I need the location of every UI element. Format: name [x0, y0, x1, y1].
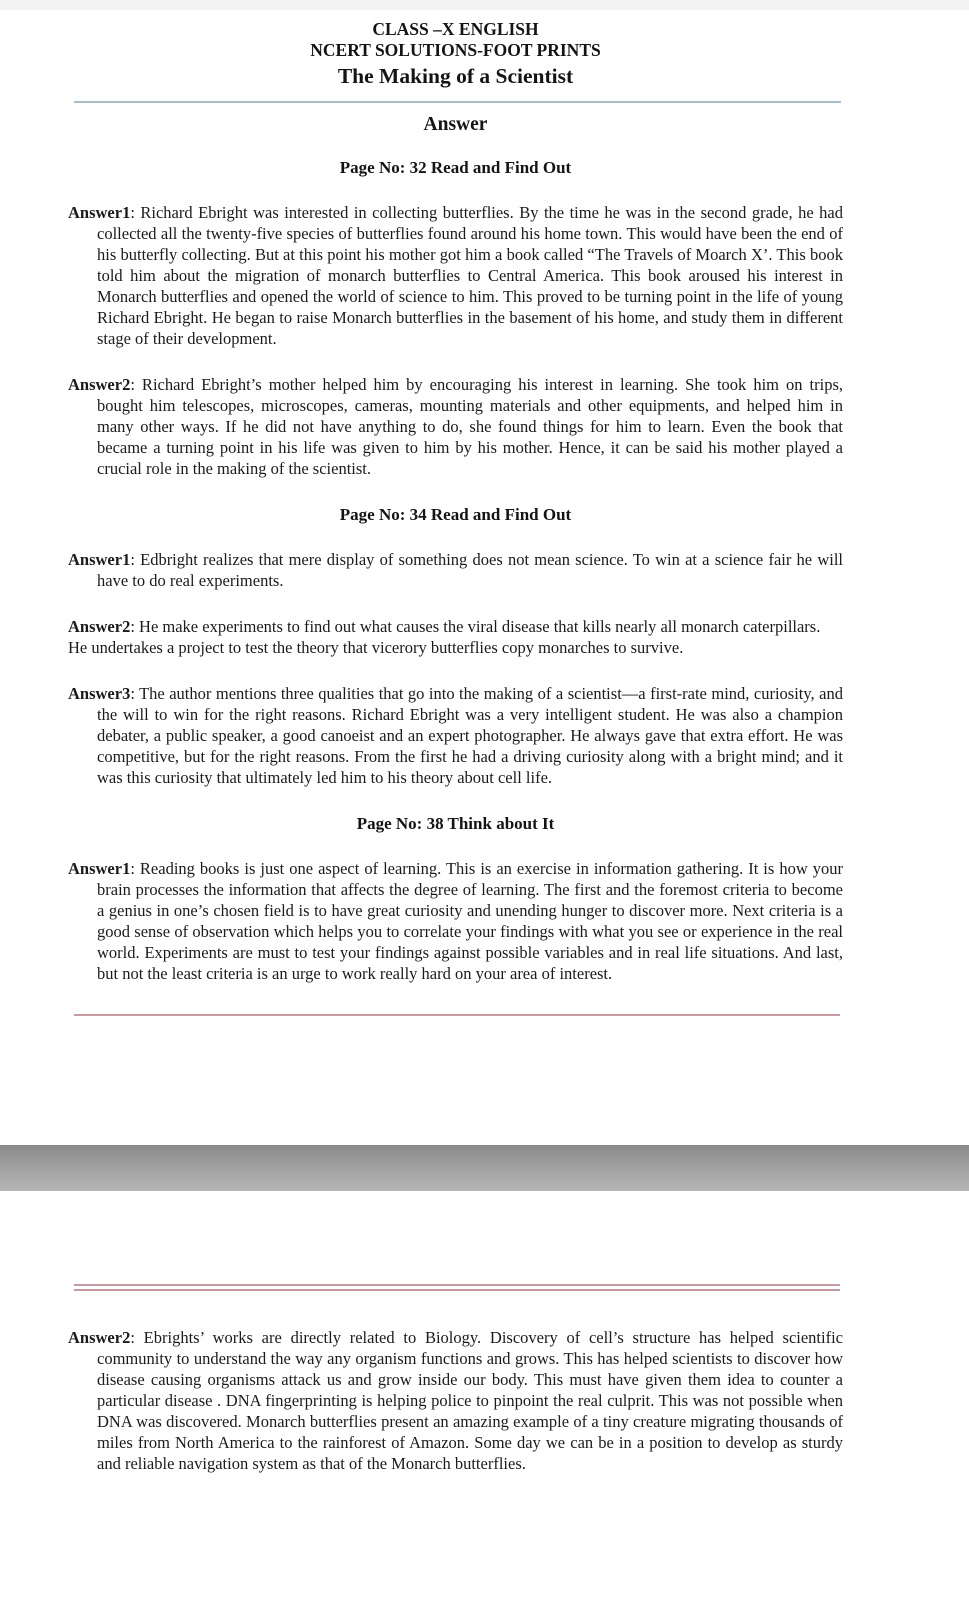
answer-paragraph: [68, 202, 843, 349]
answer-heading: Answer: [423, 114, 488, 135]
blank-gap: [0, 1191, 969, 1284]
document-page-continued: [68, 1284, 843, 1474]
blank-gap: [0, 1016, 969, 1145]
answer-paragraph: [68, 1327, 843, 1474]
answer-text: : He make experiments to find out what causes the viral disease that kills nearly all monarch caterpillars.: [130, 617, 821, 636]
section-heading-page-32: Page No: 32 Read and Find Out: [339, 158, 572, 177]
document-page: [68, 10, 843, 1016]
book-heading: NCERT SOLUTIONS-FOOT PRINTS: [310, 40, 601, 60]
section-heading-page-38: Page No: 38 Think about It: [356, 814, 555, 833]
answer-label: Answer2: [68, 617, 131, 636]
answer-label: Answer2: [68, 1328, 131, 1347]
answer-text: : Edbright realizes that mere display of something does not mean science. To win at a science fair he will have to do real experiments.: [97, 550, 843, 590]
page-top-strip: [0, 0, 969, 10]
answer-paragraph: [68, 616, 843, 637]
section-heading-page-34: Page No: 34 Read and Find Out: [339, 505, 572, 524]
footer-block: [68, 1327, 843, 1474]
answer-text: : Ebrights’ works are directly related to Biology. Discovery of cell’s structure has helped scientific community to understand the way any organism functions and grows. This has helped scientists to discover how disease causing organisms attack us and grow inside our body. This must have given them idea to counter a particular disease . DNA fingerprinting is helping police to pinpoint the real culprit. This was not possible when DNA was discovered. Monarch butterflies present an amazing example of a tiny creature migrating thousands of miles from North America to the rainforest of Amazon. Some day we can be in a position to develop as sturdy and reliable navigation system as that of the Monarch butterflies.: [97, 1328, 843, 1473]
answer-text: : The author mentions three qualities that go into the making of a scientist—a first-rate mind, curiosity, and the will to win for the right reasons. Richard Ebright was a very intelligent student. He was also a champion debater, a public speaker, a good canoeist and an expert photographer. He always gave that extra effort. He was competitive, but for the right reasons. From the first he had a driving curiosity along with a bright mind; and it was this curiosity that ultimately led him to his theory about cell life.: [97, 684, 843, 787]
answer-text: He undertakes a project to test the theory that vicerory butterflies copy monarches to survive.: [68, 638, 684, 657]
answer-label: Answer3: [68, 684, 131, 703]
answer-text: : Richard Ebright’s mother helped him by encouraging his interest in learning. She took him on trips, bought him telescopes, microscopes, cameras, mounting materials and other equipments, and helped him in many other ways. If he did not have anything to do, she found things for him to learn. Even the book that became a turning point in his life was given to him by his mother. Hence, it can be said his mother played a crucial role in the making of the scientist.: [97, 375, 843, 478]
chapter-title: The Making of a Scientist: [337, 64, 574, 88]
answer-paragraph: [68, 549, 843, 591]
answer-paragraph: [68, 637, 843, 658]
answer-label: Answer1: [68, 550, 131, 569]
answer-label: Answer1: [68, 203, 131, 222]
class-heading: CLASS –X ENGLISH: [372, 19, 539, 39]
document-header: [68, 10, 843, 90]
answer-paragraph: [68, 683, 843, 788]
answer-paragraph: [68, 374, 843, 479]
answer-text: : Richard Ebright was interested in collecting butterflies. By the time he was in the second grade, he had collected all the twenty-five species of butterflies found around his home town. This would have been the end of his butterfly collecting. But at this point his mother got him a book called “The Travels of Moarch X’. This book told him about the migration of monarch butterflies to Central America. This book aroused his interest in Monarch butterflies and opened the world of science to him. This proved to be turning point in the life of young Richard Ebright. He began to raise Monarch butterflies in the basement of his home, and study them in different stage of their development.: [97, 203, 843, 348]
answer-text: : Reading books is just one aspect of learning. This is an exercise in information gathering. It is how your brain processes the information that affects the degree of learning. The first and the foremost criteria to become a genius in one’s chosen field is to have great curiosity and unending hunger to discover more. Next criteria is a good sense of observation which helps you to correlate your findings with what you see or experience in the real world. Experiments are must to test your findings against possible variables and in real life situations. And last, but not the least criteria is an urge to work really hard on your area of interest.: [97, 859, 843, 983]
title-rule: [74, 101, 841, 103]
page-break-band: [0, 1145, 969, 1191]
answer-label: Answer2: [68, 375, 131, 394]
double-rule: [74, 1284, 840, 1291]
answer-label: Answer1: [68, 859, 131, 878]
answer-paragraph: [68, 858, 843, 984]
